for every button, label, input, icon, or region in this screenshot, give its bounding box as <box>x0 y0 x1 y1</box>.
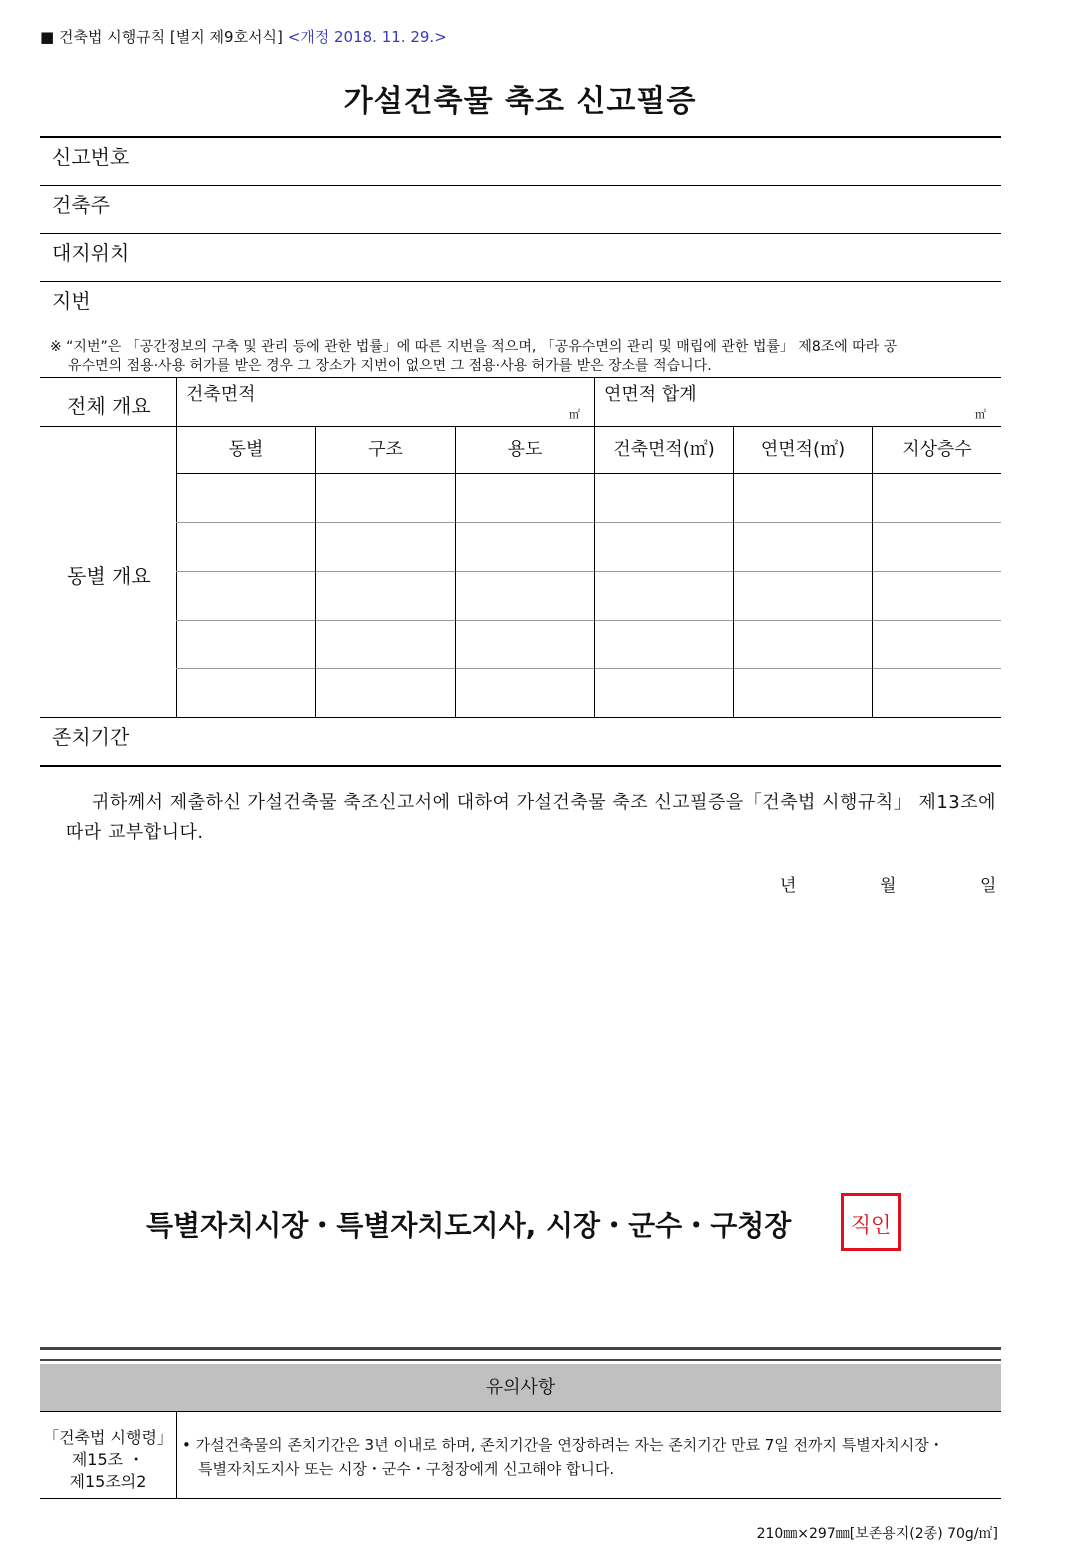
notice-law-reference <box>40 1427 176 1493</box>
bottom-rule <box>40 765 1001 767</box>
row-rule <box>176 620 1001 621</box>
bullet-square-icon: ■ <box>40 28 55 46</box>
issuance-statement: 귀하께서 제출하신 가설건축물 축조신고서에 대하여 가설건축물 축조 신고필증을「건축법 시행규칙」 제13조에 따라 교부합니다. <box>66 792 996 843</box>
date-day: 일 <box>980 876 997 896</box>
divider <box>40 233 1001 234</box>
col-floors: 지상층수 <box>902 439 972 460</box>
overview-label: 전체 개요 <box>67 394 151 418</box>
notice-divider <box>176 1411 177 1498</box>
builder-label: 건축주 <box>52 193 110 217</box>
notice-text <box>182 1433 997 1481</box>
note-line-2: 유수면의 점용·사용 허가를 받은 경우 그 장소가 지번이 없으면 그 점용·사용 허가를 받은 장소를 적습니다. <box>68 358 712 374</box>
col-use: 용도 <box>507 439 543 460</box>
lot-number-note <box>50 338 1000 376</box>
row-rule <box>176 571 1001 572</box>
notice-line-1: • 가설건축물의 존치기간은 3년 이내로 하며, 존치기간을 연장하려는 자는 존치기간 만료 7일 전까지 특별자치시장・ <box>182 1436 944 1454</box>
col-structure: 구조 <box>368 439 403 460</box>
total-floor-area-label: 연면적 합계 <box>604 384 697 405</box>
duration-label: 존치기간 <box>52 725 130 749</box>
top-rule <box>40 136 1001 138</box>
form-ref-text: 건축법 시행규칙 [별지 제9호서식] <box>58 28 283 46</box>
notice-line-2: 특별자치도지사 또는 시장・군수・구청장에게 신고해야 합니다. <box>198 1460 615 1478</box>
building-area-label: 건축면적 <box>186 384 256 405</box>
site-location-label: 대지위치 <box>52 241 130 265</box>
divider <box>40 281 1001 282</box>
col-building-no: 동별 <box>228 439 264 460</box>
building-area-unit: ㎡ <box>569 408 580 421</box>
paper-spec: 210㎜×297㎜[보존용지(2종) 70g/㎡] <box>756 1526 998 1542</box>
divider <box>40 426 1001 427</box>
overview-divider <box>594 377 595 426</box>
note-line-1: ※ “지번”은 「공간정보의 구축 및 관리 등에 관한 법률」에 따른 지번을 적으며, 「공유수면의 관리 및 매립에 관한 법률」 제8조에 따라 공 <box>50 339 898 355</box>
row-rule <box>176 522 1001 523</box>
page-title: 가설건축물 축조 신고필증 <box>343 84 697 119</box>
official-seal: 직인 <box>841 1193 901 1251</box>
divider <box>40 717 1001 718</box>
divider <box>40 185 1001 186</box>
revision-date: <개정 2018. 11. 29.> <box>287 28 447 46</box>
law-line: 「건축법 시행령」 <box>43 1428 173 1447</box>
divider <box>40 1411 1001 1412</box>
notice-top-rule <box>40 1347 1001 1350</box>
col-building-area: 건축면적(㎡) <box>613 439 715 460</box>
notice-top-rule <box>40 1359 1001 1361</box>
date-month: 월 <box>880 876 897 896</box>
total-floor-area-unit: ㎡ <box>975 408 986 421</box>
col-floor-area: 연면적(㎡) <box>760 439 846 460</box>
notice-header: 유의사항 <box>40 1364 1001 1411</box>
lot-number-label: 지번 <box>52 289 91 313</box>
divider <box>40 377 1001 378</box>
date-year: 년 <box>780 876 797 896</box>
report-no-label: 신고번호 <box>52 145 130 169</box>
form-reference <box>40 26 447 47</box>
row-rule <box>176 668 1001 669</box>
law-line: 제15조의2 <box>69 1472 147 1491</box>
divider <box>40 1498 1001 1499</box>
signatory: 특별자치시장・특별자치도지사, 시장・군수・구청장 <box>146 1209 792 1242</box>
law-line: 제15조 ・ <box>71 1450 145 1469</box>
building-overview-label: 동별 개요 <box>67 564 151 588</box>
column-header-rule <box>176 473 1001 474</box>
